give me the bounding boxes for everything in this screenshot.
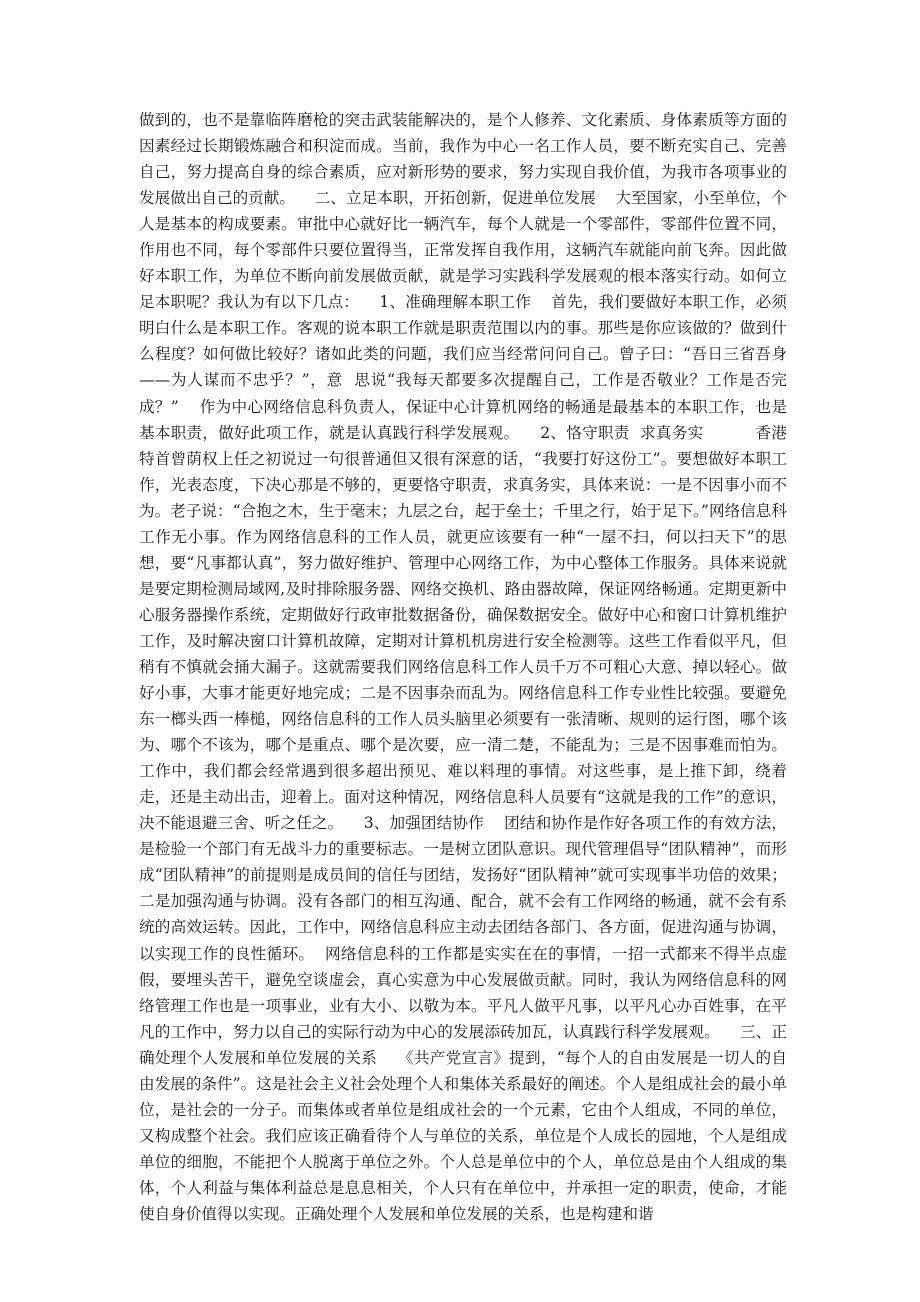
body-text: 做到的，也不是靠临阵磨枪的突击武装能解决的，是个人修养、文化素质、身体素质等方面的因素经过长期锻炼融合和积淀而成。当前，我作为中心一名工作人员，要不断充实自己、完善自己，努力提高自身的综合素质，应对新形势的要求，努力实现自我价值，为我市各项事业的发展做出自己的贡献。 二、立足本职，开拓创新，促进单位发展 大至国家，小至单位，个人是基本的构成要素。审批中心就好比一辆汽车，每个人就是一个零部件，零部件位置不同，作用也不同，每个零部件只要位置得当，正常发挥自我作用，这辆汽车就能向前飞奔。因此做好本职工作，为单位不断向前发展做贡献，就是学习实践科学发展观的根本落实行动。如何立足本职呢？我认为有以下几点： 1、准确理解本职工作 首先，我们要做好本职工作，必须明白什么是本职工作。客观的说本职工作就是职责范围以内的事。那些是你应该做的？做到什么程度？如何做比较好？诸如此类的问题，我们应当经常问问自己。曾子曰：“吾日三省吾身——为人谋而不忠乎？”，意 思说“我每天都要多次提醒自己，工作是否敬业？工作是否完成？” 作为中心网络信息科负责人，保证中心计算机网络的畅通是最基本的本职工作，也是基本职责，做好此项工作，就是认真践行科学发展观。 2、恪守职责 求真务实 香港特首曾荫权上任之初说过一句很普通但又很有深意的话，“我要打好这份工”。要想做好本职工作，光表态度，下决心那是不够的，更要恪守职责，求真务实，具体来说：一是不因事小而不为。老子说：“合抱之木，生于毫末；九层之台，起于垒土；千里之行，始于足下。”网络信息科工作无小事。作为网络信息科的工作人员，就更应该要有一种“一屋不扫，何以扫天下”的思想，要“凡事都认真”，努力做好维护、管理中心网络工作，为中心整体工作服务。具体来说就是要定期检测局域网,及时排除服务器、网络交换机、路由器故障，保证网络畅通。定期更新中心服务器操作系统，定期做好行政审批数据备份，确保数据安全。做好中心和窗口计算机维护工作，及时解决窗口计算机故障，定期对计算机机房进行安全检测等。这些工作看似平凡，但稍有不慎就会捅大漏子。这就需要我们网络信息科工作人员千万不可粗心大意、掉以轻心。做好小事，大事才能更好地完成；二是不因事杂而乱为。网络信息科工作专业性比较强。要避免东一榔头西一棒槌，网络信息科的工作人员头脑里必须要有一张清晰、规则的运行图，哪个该为、哪个不该为，哪个是重点、哪个是次要，应一清二楚，不能乱为；三是不因事难而怕为。工作中，我们都会经常遇到很多超出预见、难以料理的事情。对这些事，是上推下卸，绕着走，还是主动出击，迎着上。面对这种情况，网络信息科人员要有“这就是我的工作”的意识，决不能退避三舍、听之任之。 3、加强团结协作 团结和协作是作好各项工作的有效方法，是检验一个部门有无战斗力的重要标志。一是树立团队意识。现代管理倡导“团队精神”，而形成“团队精神”的前提则是成员间的信任与团结，发扬好“团队精神”就可实现事半功倍的效果；二是加强沟通与协调。没有各部门的相互沟通、配合，就不会有工作网络的畅通，就不会有系统的高效运转。因此，工作中，网络信息科应主动去团结各部门、各方面，促进沟通与协调，以实现工作的良性循环。 网络信息科的工作都是实实在在的事情，一招一式都来不得半点虚假，要埋头苦干，避免空谈虚会，真心实意为中心发展做贡献。同时，我认为网络信息科的网络管理工作也是一项事业，业有大小、以敬为本。平凡人做平凡事，以平凡心办百姓事，在平凡的工作中，努力以自己的实际行动为中心的发展添砖加瓦，认真践行科学发展观。 三、正确处理个人发展和单位发展的关系 《共产党宣言》提到，“每个人的自由发展是一切人的自由发展的条件”。这是社会主义社会处理个人和集体关系最好的阐述。个人是组成社会的最小单位，是社会的一分子。而集体或者单位是组成社会的一个元素，它由个人组成，不同的单位，又构成整个社会。我们应该正确看待个人与单位的关系，单位是个人成长的园地，个人是组成单位的细胞，不能把个人脱离于单位之外。个人总是单位中的个人，单位总是由个人组成的集体，个人利益与集体利益总是息息相关，个人只有在单位中，并承担一定的职责，使命，才能使自身价值得以实现。正确处理个人发展和单位发展的关系，也是构建和谐 bbox=[139, 111, 787, 1223]
